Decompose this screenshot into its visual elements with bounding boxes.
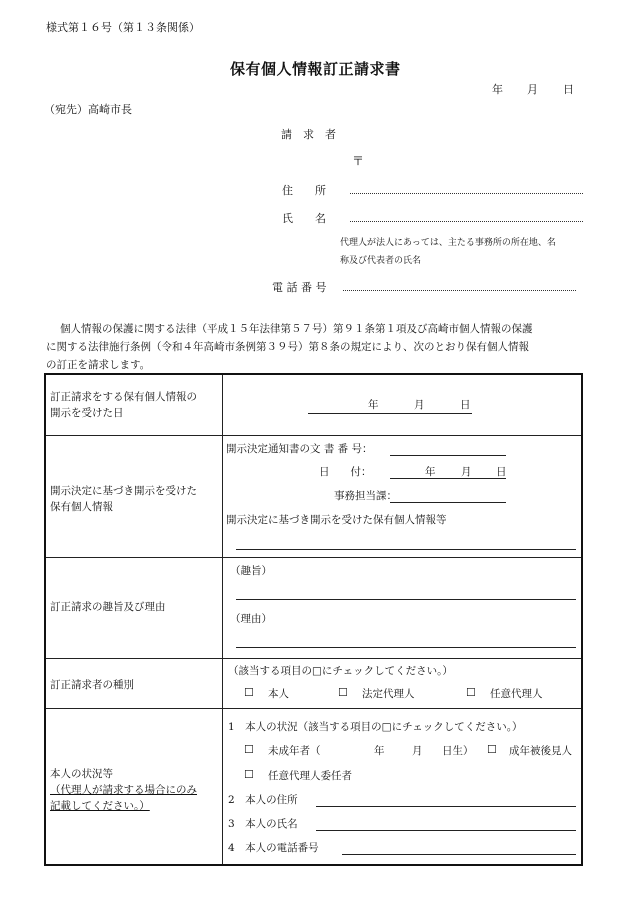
principal-name-field[interactable] <box>316 830 576 831</box>
disclosed-info-detail-label: 開示決定に基づき開示を受けた保有個人情報等 <box>226 514 447 526</box>
disclosure-year: 年 <box>368 399 379 411</box>
requester-note-2: 称及び代表者の氏名 <box>340 256 422 266</box>
postal-mark: 〒 <box>352 154 365 168</box>
disclosure-month: 月 <box>414 399 425 411</box>
name-label: 氏 名 <box>282 212 326 225</box>
date-month: 月 <box>527 83 538 96</box>
office-label: 事務担当課： <box>334 490 397 502</box>
principal-status-label-1: 本人の状況等 <box>50 768 113 780</box>
notice-day: 日 <box>496 466 507 478</box>
disclosure-day: 日 <box>460 399 471 411</box>
requester-type-label: 訂正請求者の種別 <box>50 679 134 691</box>
option-self: 本人 <box>268 688 289 700</box>
notice-month: 月 <box>461 466 472 478</box>
reason-field[interactable] <box>236 647 576 648</box>
principal-phone-label: 4 本人の電話番号 <box>228 842 319 854</box>
notice-year: 年 <box>425 466 436 478</box>
purpose-field[interactable] <box>236 599 576 600</box>
principal-status-item-1: 1 本人の状況（該当する項目の□にチェックしてください。） <box>228 721 523 733</box>
checkbox-minor[interactable]: ☐ <box>244 743 254 756</box>
phone-label: 電 話 番 号 <box>272 281 327 294</box>
principal-address-field[interactable] <box>316 806 576 807</box>
name-field[interactable] <box>350 221 583 222</box>
notice-date-field[interactable] <box>390 478 506 479</box>
principal-address-label: 2 本人の住所 <box>228 794 298 806</box>
phone-field[interactable] <box>343 290 576 291</box>
requester-label: 請 求 者 <box>281 128 336 141</box>
minor-month: 月 <box>412 745 423 757</box>
checkbox-adult-ward[interactable]: ☐ <box>487 743 497 756</box>
doc-number-field[interactable] <box>390 455 506 456</box>
minor-birth: 日生） <box>442 745 474 757</box>
principal-name-label: 3 本人の氏名 <box>228 818 298 830</box>
adult-ward-label: 成年被後見人 <box>509 745 572 757</box>
address-label: 住 所 <box>282 184 326 197</box>
principal-phone-field[interactable] <box>342 854 576 855</box>
disclosure-date-field[interactable] <box>308 413 472 414</box>
checkbox-legal-agent[interactable]: ☐ <box>338 686 348 699</box>
date-day: 日 <box>563 83 574 96</box>
checkbox-voluntary-agent[interactable]: ☐ <box>466 686 476 699</box>
minor-year: 年 <box>374 745 385 757</box>
body-line-3: の訂正を請求します。 <box>46 359 151 371</box>
appointee-label: 任意代理人委任者 <box>268 770 352 782</box>
form-number: 様式第１６号（第１３条関係） <box>46 21 200 34</box>
body-line-2: に関する法律施行条例（令和４年高崎市条例第３９号）第８条の規定により、次のとおり保有個人情報 <box>46 341 529 353</box>
requester-type-instruction: （該当する項目の□にチェックしてください。） <box>228 665 453 677</box>
disclosure-date-label-1: 訂正請求をする保有個人情報の <box>50 391 197 403</box>
body-line-1: 個人情報の保護に関する法律（平成１５年法律第５７号）第９１条第１項及び高崎市個人情報の保護 <box>60 323 533 335</box>
principal-status-label-3: 記載してください。） <box>50 800 150 812</box>
disclosed-info-label-2: 保有個人情報 <box>50 501 113 513</box>
purpose-label: （趣旨） <box>230 565 272 577</box>
checkbox-appointee[interactable]: ☐ <box>244 768 254 781</box>
address-field[interactable] <box>350 193 583 194</box>
disclosure-date-label-2: 開示を受けた日 <box>50 407 124 419</box>
page-title: 保有個人情報訂正請求書 <box>230 60 401 78</box>
notice-date-label: 日 付： <box>319 466 372 478</box>
requester-note-1: 代理人が法人にあっては、主たる事務所の所在地、名 <box>340 238 556 248</box>
doc-number-label: 開示決定通知書の文 書 番 号： <box>226 443 373 455</box>
minor-prefix: 未成年者（ <box>268 745 321 757</box>
office-field[interactable] <box>390 502 506 503</box>
addressee: （宛先）高崎市長 <box>44 103 132 116</box>
disclosed-info-field[interactable] <box>236 549 576 550</box>
principal-status-label-2: （代理人が請求する場合にのみ <box>50 784 197 796</box>
checkbox-self[interactable]: ☐ <box>244 686 254 699</box>
date-year: 年 <box>492 83 503 96</box>
option-legal-agent: 法定代理人 <box>362 688 415 700</box>
disclosed-info-label-1: 開示決定に基づき開示を受けた <box>50 485 197 497</box>
option-voluntary-agent: 任意代理人 <box>490 688 543 700</box>
request-form-table <box>44 373 583 866</box>
reason-label: （理由） <box>230 613 272 625</box>
purpose-reason-label: 訂正請求の趣旨及び理由 <box>50 601 166 613</box>
